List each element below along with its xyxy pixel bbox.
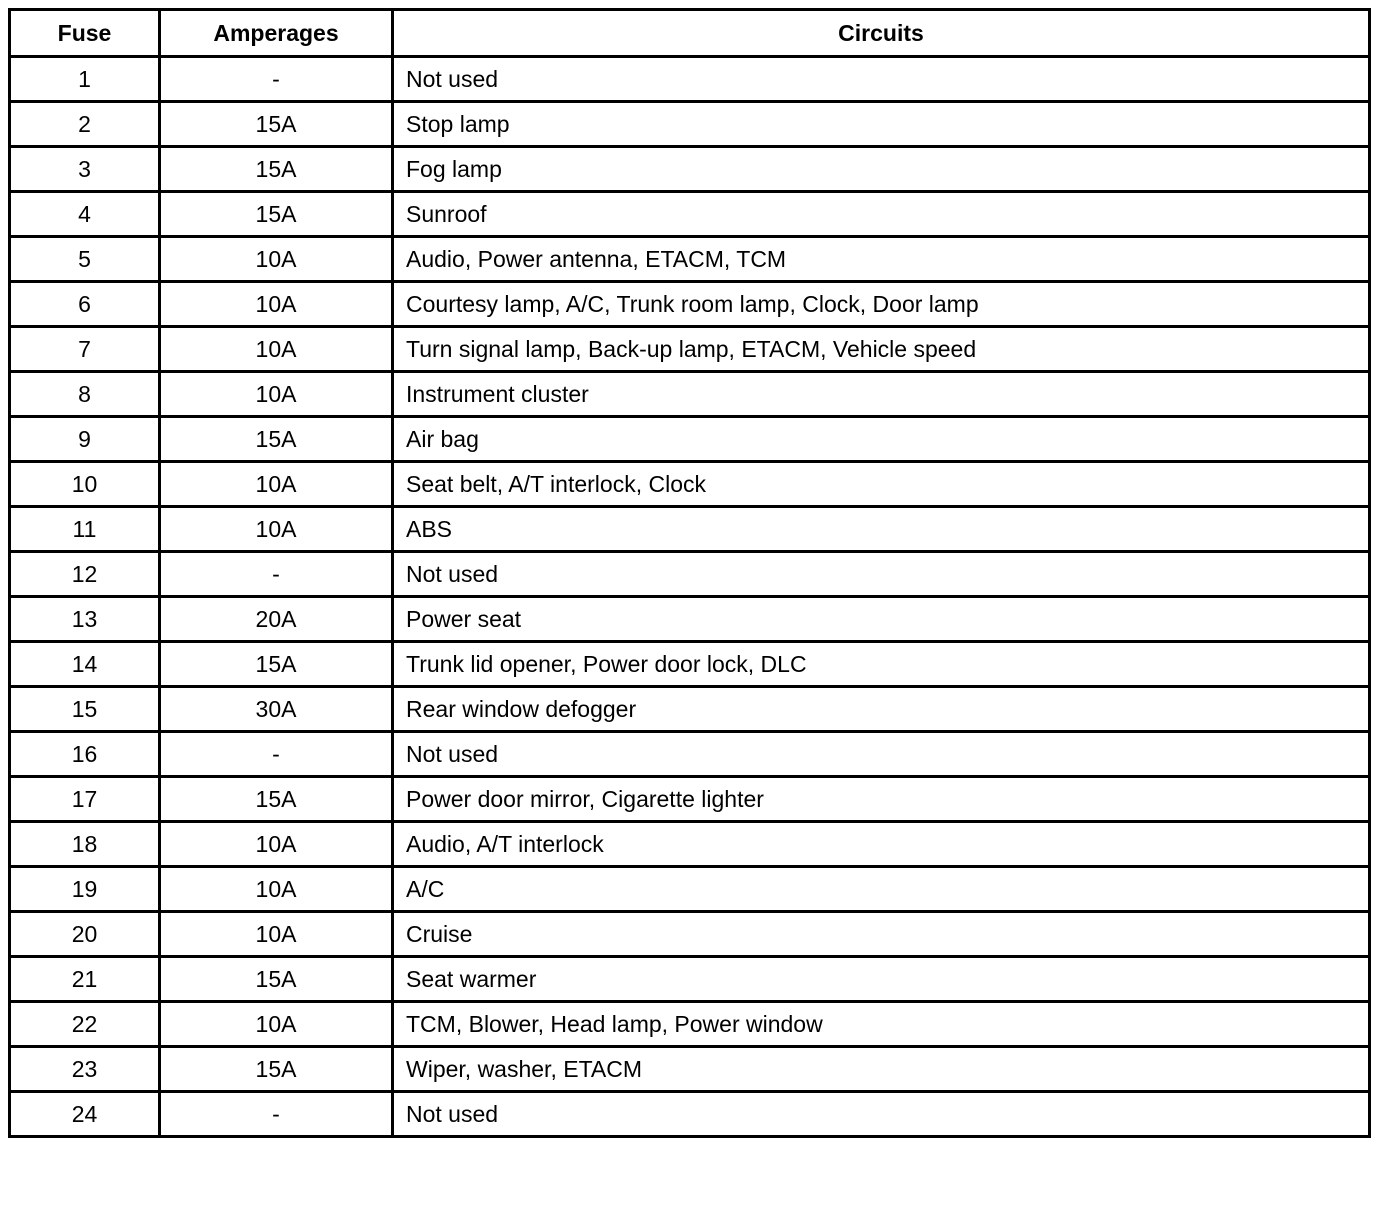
fuse-number-cell: 11: [10, 507, 160, 552]
amperage-cell: -: [160, 552, 393, 597]
circuits-cell: Wiper, washer, ETACM: [393, 1047, 1370, 1092]
fuse-table: [8, 8, 1371, 1138]
circuits-cell: TCM, Blower, Head lamp, Power window: [393, 1002, 1370, 1047]
amperage-cell: 10A: [160, 822, 393, 867]
circuits-cell: Fog lamp: [393, 147, 1370, 192]
amperage-cell: 30A: [160, 687, 393, 732]
fuse-number-cell: 20: [10, 912, 160, 957]
table-row: [10, 417, 1370, 462]
fuse-number-cell: 9: [10, 417, 160, 462]
fuse-number-cell: 22: [10, 1002, 160, 1047]
fuse-number-cell: 24: [10, 1092, 160, 1137]
table-row: [10, 1092, 1370, 1137]
circuits-cell: Not used: [393, 1092, 1370, 1137]
table-row: [10, 57, 1370, 102]
table-row: [10, 1002, 1370, 1047]
table-row: [10, 237, 1370, 282]
table-row: [10, 1047, 1370, 1092]
fuse-number-cell: 12: [10, 552, 160, 597]
fuse-number-cell: 17: [10, 777, 160, 822]
circuits-cell: Not used: [393, 552, 1370, 597]
amperage-cell: 10A: [160, 1002, 393, 1047]
amperage-cell: 15A: [160, 147, 393, 192]
table-row: [10, 957, 1370, 1002]
circuits-cell: Not used: [393, 732, 1370, 777]
amperage-cell: 15A: [160, 777, 393, 822]
amperage-cell: -: [160, 1092, 393, 1137]
amperage-cell: 15A: [160, 642, 393, 687]
amperage-cell: -: [160, 57, 393, 102]
fuse-number-cell: 15: [10, 687, 160, 732]
circuits-cell: Sunroof: [393, 192, 1370, 237]
amperage-cell: 10A: [160, 282, 393, 327]
fuse-number-cell: 4: [10, 192, 160, 237]
table-row: [10, 462, 1370, 507]
amperage-cell: 10A: [160, 507, 393, 552]
header-amperage: Amperages: [160, 10, 393, 57]
circuits-cell: Seat warmer: [393, 957, 1370, 1002]
table-row: [10, 642, 1370, 687]
table-row: [10, 867, 1370, 912]
circuits-cell: ABS: [393, 507, 1370, 552]
table-row: [10, 597, 1370, 642]
table-body: [10, 57, 1370, 1137]
table-header: [10, 10, 1370, 57]
table-row: [10, 327, 1370, 372]
amperage-cell: 20A: [160, 597, 393, 642]
fuse-number-cell: 21: [10, 957, 160, 1002]
fuse-number-cell: 8: [10, 372, 160, 417]
circuits-cell: Power door mirror, Cigarette lighter: [393, 777, 1370, 822]
circuits-cell: Stop lamp: [393, 102, 1370, 147]
circuits-cell: Rear window defogger: [393, 687, 1370, 732]
fuse-number-cell: 14: [10, 642, 160, 687]
table-row: [10, 147, 1370, 192]
amperage-cell: 15A: [160, 102, 393, 147]
header-circuits: Circuits: [393, 10, 1370, 57]
amperage-cell: 10A: [160, 237, 393, 282]
table-row: [10, 912, 1370, 957]
fuse-number-cell: 5: [10, 237, 160, 282]
table-row: [10, 732, 1370, 777]
fuse-number-cell: 19: [10, 867, 160, 912]
table-row: [10, 777, 1370, 822]
circuits-cell: Turn signal lamp, Back-up lamp, ETACM, Vehicle speed: [393, 327, 1370, 372]
table-row: [10, 282, 1370, 327]
header-fuse: Fuse: [10, 10, 160, 57]
circuits-cell: A/C: [393, 867, 1370, 912]
table-row: [10, 372, 1370, 417]
header-row: [10, 10, 1370, 57]
amperage-cell: 10A: [160, 867, 393, 912]
circuits-cell: Trunk lid opener, Power door lock, DLC: [393, 642, 1370, 687]
table-row: [10, 507, 1370, 552]
fuse-number-cell: 1: [10, 57, 160, 102]
fuse-number-cell: 3: [10, 147, 160, 192]
circuits-cell: Seat belt, A/T interlock, Clock: [393, 462, 1370, 507]
circuits-cell: Audio, A/T interlock: [393, 822, 1370, 867]
circuits-cell: Power seat: [393, 597, 1370, 642]
amperage-cell: 15A: [160, 1047, 393, 1092]
circuits-cell: Cruise: [393, 912, 1370, 957]
amperage-cell: 15A: [160, 957, 393, 1002]
fuse-number-cell: 2: [10, 102, 160, 147]
circuits-cell: Instrument cluster: [393, 372, 1370, 417]
circuits-cell: Air bag: [393, 417, 1370, 462]
amperage-cell: 10A: [160, 327, 393, 372]
amperage-cell: 15A: [160, 192, 393, 237]
circuits-cell: Not used: [393, 57, 1370, 102]
amperage-cell: 10A: [160, 912, 393, 957]
fuse-number-cell: 16: [10, 732, 160, 777]
amperage-cell: 10A: [160, 372, 393, 417]
table-row: [10, 192, 1370, 237]
fuse-number-cell: 13: [10, 597, 160, 642]
amperage-cell: 15A: [160, 417, 393, 462]
circuits-cell: Courtesy lamp, A/C, Trunk room lamp, Clock, Door lamp: [393, 282, 1370, 327]
table-row: [10, 102, 1370, 147]
fuse-number-cell: 6: [10, 282, 160, 327]
fuse-number-cell: 10: [10, 462, 160, 507]
amperage-cell: 10A: [160, 462, 393, 507]
table-row: [10, 552, 1370, 597]
amperage-cell: -: [160, 732, 393, 777]
fuse-number-cell: 7: [10, 327, 160, 372]
fuse-number-cell: 18: [10, 822, 160, 867]
table-row: [10, 822, 1370, 867]
circuits-cell: Audio, Power antenna, ETACM, TCM: [393, 237, 1370, 282]
fuse-number-cell: 23: [10, 1047, 160, 1092]
table-row: [10, 687, 1370, 732]
